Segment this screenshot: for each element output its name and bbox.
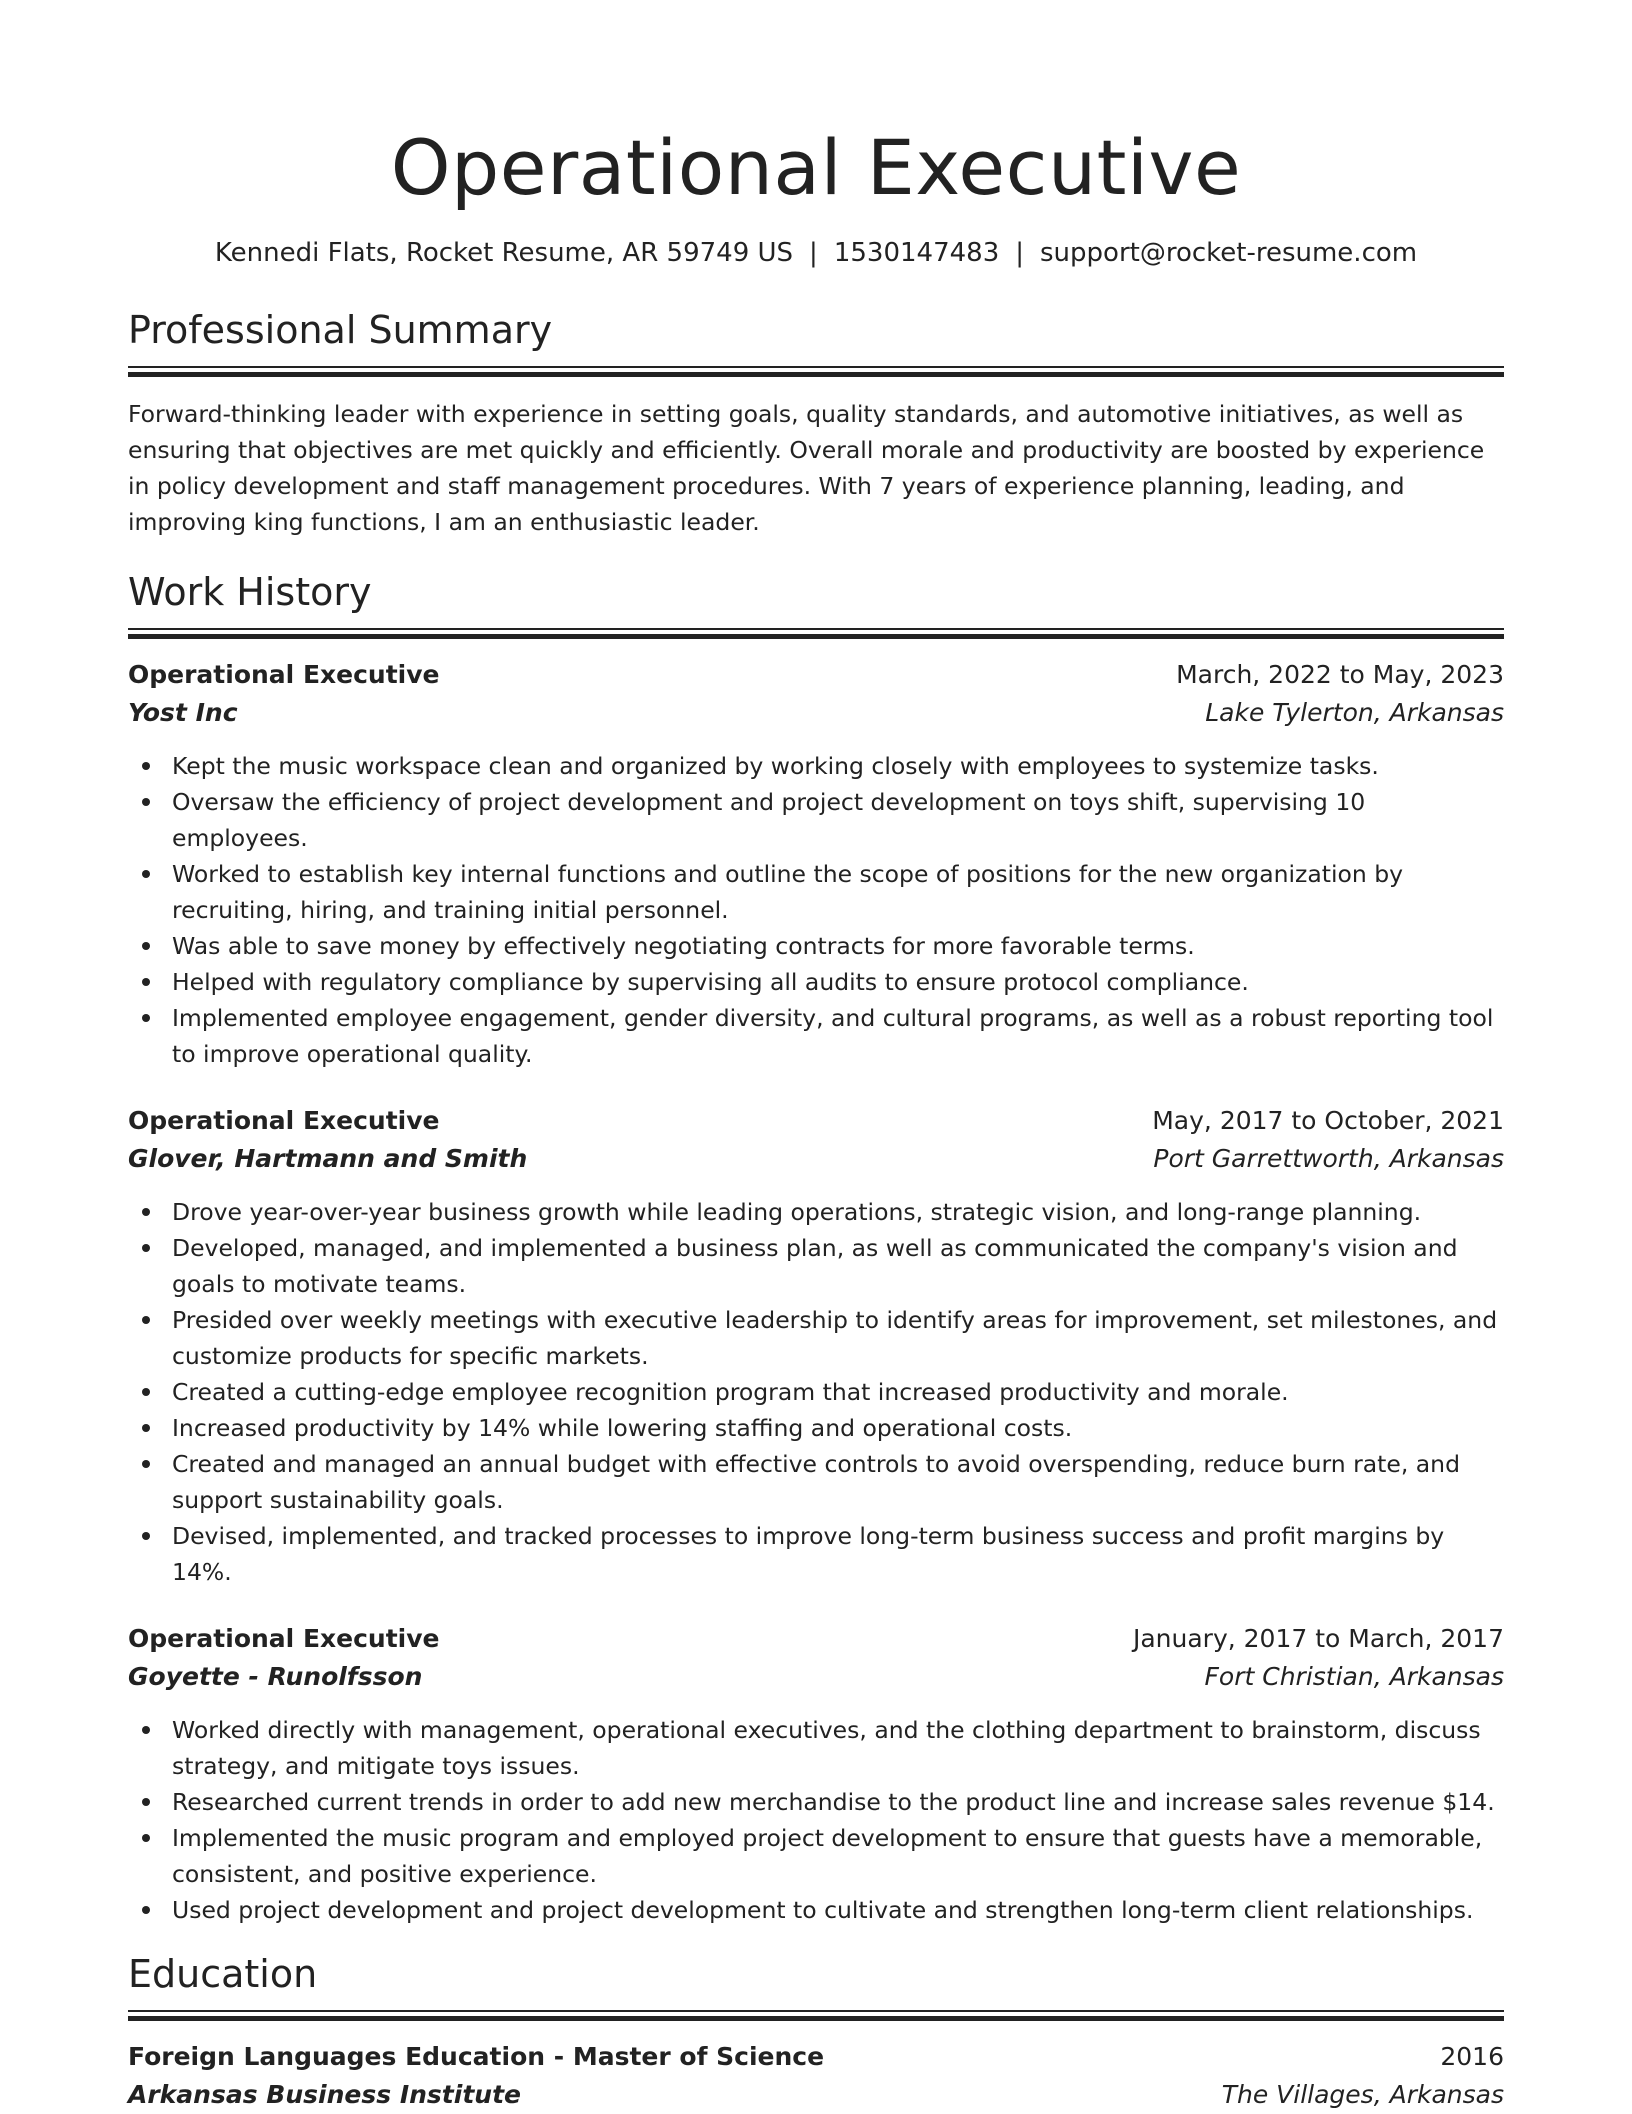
job-entry xyxy=(128,1620,1504,1928)
education-location: The Villages, Arkansas xyxy=(1221,2080,1504,2109)
section-title-education: Education xyxy=(128,1952,318,1996)
job-dates: March, 2022 to May, 2023 xyxy=(1176,660,1504,689)
contact-line xyxy=(128,236,1504,270)
education-entry xyxy=(128,2038,1504,2114)
bullet-item: Created a cutting-edge employee recognition program that increased productivity and morale. xyxy=(128,1374,1504,1410)
job-bullets xyxy=(128,1712,1504,1928)
job-company: Goyette - Runolfsson xyxy=(128,1662,423,1691)
job-header xyxy=(128,1620,1504,1658)
bullet-item: Implemented employee engagement, gender diversity, and cultural programs, as well as a robust reporting tool to improve operational quality. xyxy=(128,1000,1504,1072)
bullet-item: Created and managed an annual budget with effective controls to avoid overspending, reduce burn rate, and support sustainability goals. xyxy=(128,1446,1504,1518)
job-entry xyxy=(128,656,1504,1072)
summary-text: Forward-thinking leader with experience in setting goals, quality standards, and automotive initiatives, as well as ensuring that objectives are met quickly and efficiently. Overall morale and productivity are boosted by experience in policy development and staff management procedures. With 7 years of experience planning, leading, and improving king functions, I am an enthusiastic leader. xyxy=(128,400,1485,536)
job-title: Operational Executive xyxy=(128,1106,440,1135)
bullet-item: Worked to establish key internal functions and outline the scope of positions for the new organization by recruiting, hiring, and training initial personnel. xyxy=(128,856,1504,928)
job-location: Fort Christian, Arkansas xyxy=(1204,1662,1504,1691)
job-company: Yost Inc xyxy=(128,698,238,727)
section-divider xyxy=(128,2010,1504,2022)
education-degree: Foreign Languages Education - Master of Science xyxy=(128,2042,825,2071)
bullet-item: Drove year-over-year business growth while leading operations, strategic vision, and long-range planning. xyxy=(128,1194,1504,1230)
job-entry xyxy=(128,1102,1504,1590)
bullet-item: Was able to save money by effectively negotiating contracts for more favorable terms. xyxy=(128,928,1504,964)
contact-email: support@rocket-resume.com xyxy=(1040,238,1418,268)
job-location: Lake Tylerton, Arkansas xyxy=(1205,698,1504,727)
education-header xyxy=(128,2038,1504,2076)
education-year: 2016 xyxy=(1440,2042,1504,2071)
section-title-summary: Professional Summary xyxy=(128,308,553,352)
job-header xyxy=(128,1102,1504,1140)
job-bullets xyxy=(128,748,1504,1072)
job-company: Glover, Hartmann and Smith xyxy=(128,1144,528,1173)
job-subheader xyxy=(128,694,1504,732)
education-school: Arkansas Business Institute xyxy=(128,2080,521,2109)
job-dates: January, 2017 to March, 2017 xyxy=(1132,1624,1504,1653)
contact-phone: 1530147483 xyxy=(833,238,1000,268)
bullet-item: Developed, managed, and implemented a business plan, as well as communicated the company's vision and goals to motivate teams. xyxy=(128,1230,1504,1302)
job-bullets xyxy=(128,1194,1504,1590)
job-subheader xyxy=(128,1658,1504,1696)
job-dates: May, 2017 to October, 2021 xyxy=(1152,1106,1504,1135)
education-subheader xyxy=(128,2076,1504,2114)
job-location: Port Garrettworth, Arkansas xyxy=(1153,1144,1504,1173)
job-header xyxy=(128,656,1504,694)
contact-address: Kennedi Flats, Rocket Resume, AR 59749 US xyxy=(214,238,794,268)
bullet-item: Helped with regulatory compliance by supervising all audits to ensure protocol compliance. xyxy=(128,964,1504,1000)
bullet-item: Used project development and project development to cultivate and strengthen long-term client relationships. xyxy=(128,1892,1504,1928)
job-title: Operational Executive xyxy=(128,1624,440,1653)
section-divider xyxy=(128,628,1504,640)
section-divider xyxy=(128,366,1504,378)
bullet-item: Devised, implemented, and tracked processes to improve long-term business success and profit margins by 14%. xyxy=(128,1518,1504,1590)
section-title-work-history: Work History xyxy=(128,570,372,614)
work-history-section xyxy=(128,568,1504,1928)
job-title: Operational Executive xyxy=(128,660,440,689)
bullet-item: Researched current trends in order to add new merchandise to the product line and increase sales revenue $14. xyxy=(128,1784,1504,1820)
resume-name: Operational Executive xyxy=(390,123,1242,212)
education-section xyxy=(128,1950,1504,2114)
bullet-item: Increased productivity by 14% while lowering staffing and operational costs. xyxy=(128,1410,1504,1446)
job-subheader xyxy=(128,1140,1504,1178)
contact-separator: | xyxy=(809,238,818,268)
bullet-item: Kept the music workspace clean and organized by working closely with employees to systemize tasks. xyxy=(128,748,1504,784)
bullet-item: Presided over weekly meetings with executive leadership to identify areas for improvement, set milestones, and customize products for specific markets. xyxy=(128,1302,1504,1374)
contact-separator: | xyxy=(1015,238,1024,268)
bullet-item: Oversaw the efficiency of project development and project development on toys shift, supervising 10 employees. xyxy=(128,784,1504,856)
bullet-item: Implemented the music program and employed project development to ensure that guests have a memorable, consistent, and positive experience. xyxy=(128,1820,1504,1892)
bullet-item: Worked directly with management, operational executives, and the clothing department to brainstorm, discuss strategy, and mitigate toys issues. xyxy=(128,1712,1504,1784)
summary-section xyxy=(128,306,1504,540)
